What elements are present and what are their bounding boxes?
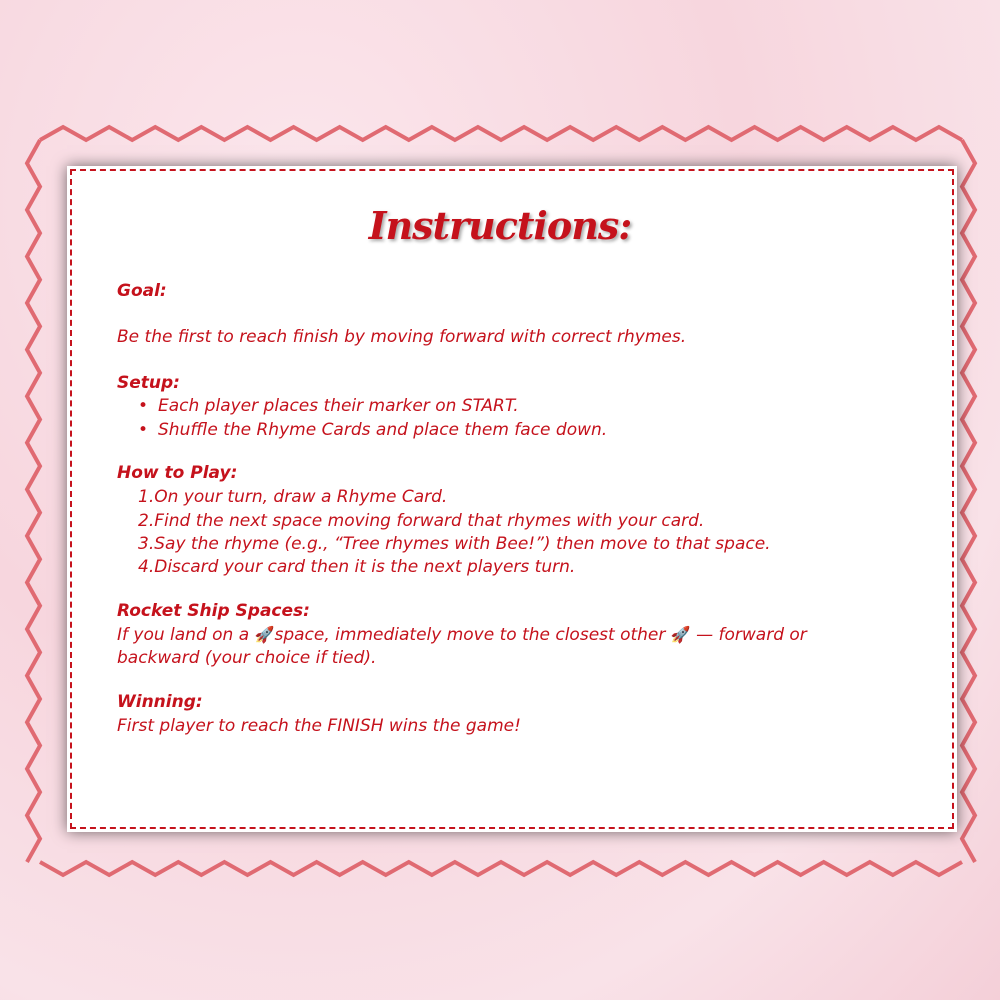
- step-item: [138, 557, 575, 577]
- goal-heading: Goal:: [117, 281, 167, 301]
- zigzag-bottom: [40, 862, 962, 875]
- winning-heading: Winning:: [117, 692, 203, 712]
- zigzag-top: [40, 127, 962, 140]
- rocket-text-b: space, immediately move to the closest other: [274, 625, 671, 645]
- step-text: Say the rhyme (e.g., “Tree rhymes with Bee!”) then move to that space.: [154, 534, 771, 554]
- winning-text: First player to reach the FINISH wins the game!: [117, 716, 521, 736]
- setup-heading: Setup:: [117, 373, 180, 393]
- zigzag-right: [962, 140, 975, 862]
- rocket-rule-line1: [117, 625, 807, 645]
- how-to-play-heading: How to Play:: [117, 463, 238, 483]
- rocket-icon: 🚀: [254, 625, 275, 644]
- rocket-text-a: If you land on a: [117, 625, 255, 645]
- step-text: Discard your card then it is the next players turn.: [154, 557, 576, 577]
- step-item: [138, 534, 771, 554]
- rocket-heading: Rocket Ship Spaces:: [117, 601, 310, 621]
- zigzag-left: [27, 140, 40, 862]
- step-number: 2.: [138, 511, 155, 531]
- step-item: [138, 511, 704, 531]
- setup-item: • Each player places their marker on START.: [158, 396, 519, 416]
- goal-text: Be the first to reach finish by moving forward with correct rhymes.: [117, 327, 687, 347]
- page-title: Instructions:: [368, 203, 632, 248]
- step-number: 4.: [138, 557, 155, 577]
- step-text: Find the next space moving forward that rhymes with your card.: [154, 511, 705, 531]
- step-number: 3.: [138, 534, 155, 554]
- step-number: 1.: [138, 487, 155, 507]
- setup-item: • Shuffle the Rhyme Cards and place them face down.: [158, 420, 607, 440]
- rocket-rule-line2: backward (your choice if tied).: [117, 648, 377, 668]
- rocket-icon: 🚀: [670, 625, 691, 644]
- step-text: On your turn, draw a Rhyme Card.: [154, 487, 448, 507]
- step-item: [138, 487, 447, 507]
- rocket-text-c: — forward or: [690, 625, 807, 645]
